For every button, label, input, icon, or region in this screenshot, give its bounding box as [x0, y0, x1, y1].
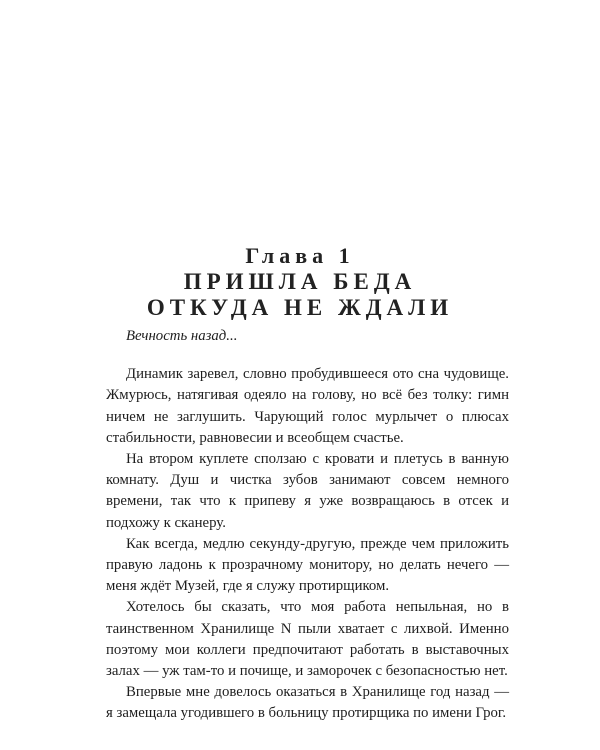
chapter-title-line-1: ПРИШЛА БЕДА — [183, 269, 417, 294]
paragraph: Впервые мне довелось оказаться в Хранилище год назад — я замещала угодившего в больницу протирщика по имени Грог. — [106, 684, 509, 722]
chapter-body — [106, 326, 509, 725]
paragraph: На втором куплете сползаю с кровати и плетусь в ванную комнату. Душ и чистка зубов занимают совсем немного времени, так что к припеву я уже возвращаюсь в отсек и подхожу к сканеру. — [106, 451, 509, 531]
paragraph: Динамик заревел, словно пробудившееся ото сна чудовище. Жмурюсь, натягивая одеяло на голову, но всё без толку: гимн ничем не заглушить. Чарующий голос мурлычет о плюсах стабильности, равновесии и всеобщем счастье. — [106, 366, 509, 446]
chapter-title-line-2: ОТКУДА НЕ ЖДАЛИ — [146, 295, 454, 320]
chapter-heading — [0, 243, 600, 321]
chapter-number: Глава 1 — [245, 243, 355, 268]
epigraph: Вечность назад... — [126, 328, 238, 344]
paragraph: Как всегда, медлю секунду-другую, прежде чем приложить правую ладонь к прозрачному монитору, но делать нечего — меня ждёт Музей, где я служу протирщиком. — [106, 535, 509, 595]
paragraph: Хотелось бы сказать, что моя работа непыльная, но в таинственном Хранилище N пыли хватает с лихвой. Именно поэтому мои коллеги предпочитают работать в выставочных залах — уж там-то и почище, и заморочек с безопасностью нет. — [106, 599, 509, 680]
